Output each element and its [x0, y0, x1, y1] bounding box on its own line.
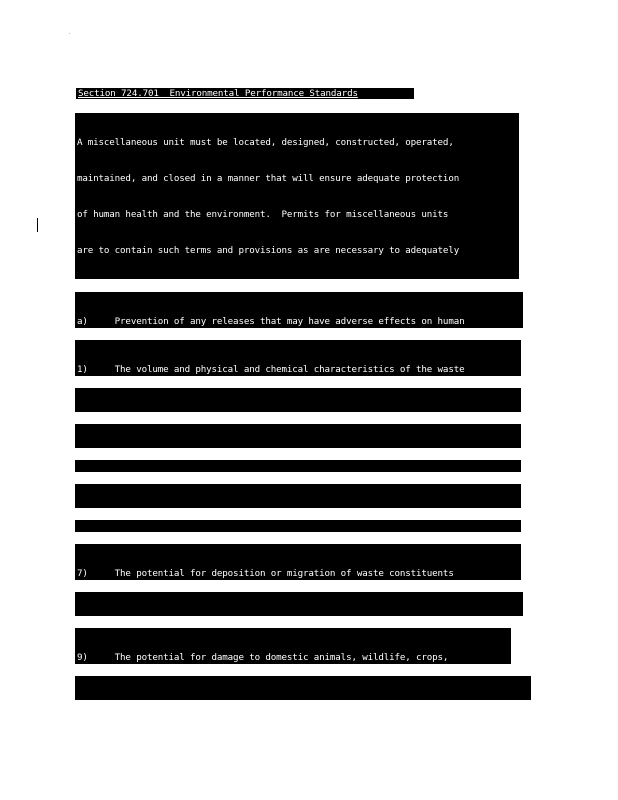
text-line: of human health and the environment. Permits for miscellaneous units	[77, 209, 449, 220]
item-2	[75, 388, 521, 412]
text-line: maintained, and closed in a manner that will ensure adequate protection	[77, 173, 460, 184]
text-line: 9) The potential for damage to domestic animals, wildlife, crops,	[77, 652, 449, 663]
item-4	[75, 460, 521, 472]
revision-bar	[37, 218, 38, 232]
item-7	[75, 544, 521, 580]
item-3	[75, 424, 521, 448]
item-6	[75, 520, 521, 532]
subsection-a	[75, 292, 523, 328]
item-1	[75, 340, 521, 376]
item-8	[75, 592, 523, 616]
intro-paragraph	[75, 113, 519, 279]
text-line: A miscellaneous unit must be located, designed, constructed, operated,	[77, 137, 454, 148]
item-5	[75, 484, 521, 508]
subsection-b	[75, 676, 531, 700]
text-line: 7) The potential for deposition or migration of waste constituents	[77, 568, 454, 579]
item-9	[75, 628, 511, 664]
text-line: 1) The volume and physical and chemical characteristics of the waste	[77, 364, 465, 375]
scan-speck	[69, 33, 70, 34]
text-line: a) Prevention of any releases that may have adverse effects on human	[77, 316, 465, 327]
text-line: are to contain such terms and provisions as are necessary to adequately	[77, 245, 460, 256]
section-heading: Section 724.701 Environmental Performance Standards	[76, 88, 414, 99]
